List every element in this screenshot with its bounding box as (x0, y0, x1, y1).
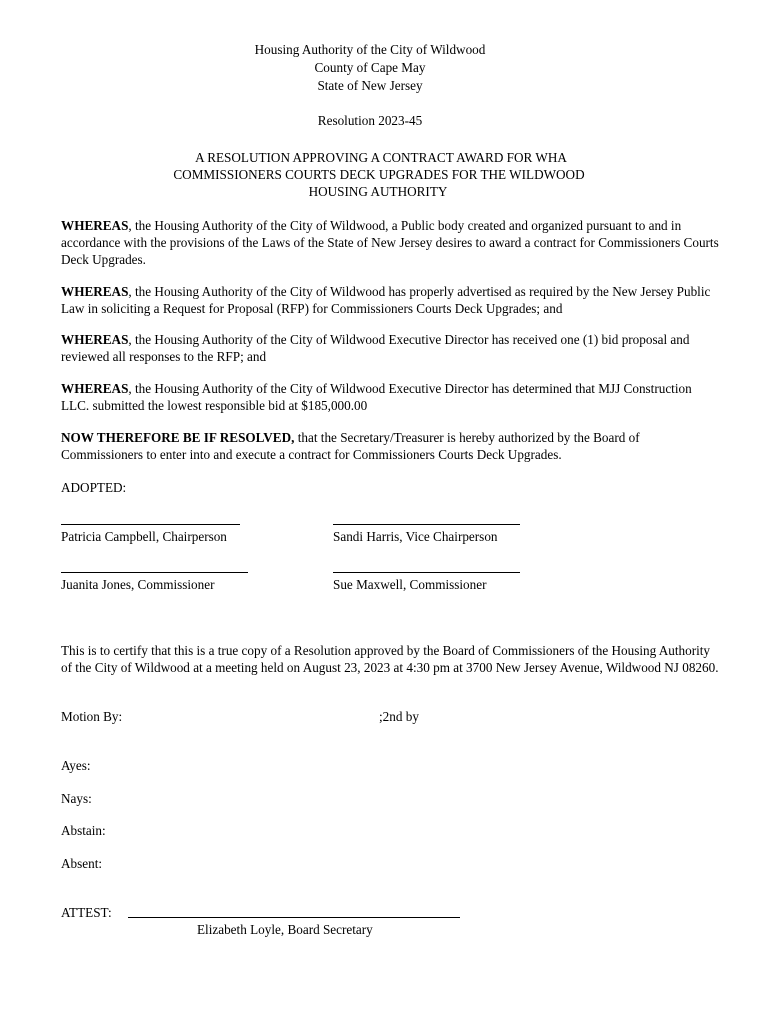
absent-label: Absent: (61, 856, 103, 871)
whereas-text: , the Housing Authority of the City of Wildwood has properly advertised as required by the New Jersey Public Law in soliciting a Request for Proposal (RFP) for Commissioners Courts Deck Upgrades; and (61, 284, 711, 316)
resolution-title-line-2: COMMISSIONERS COURTS DECK UPGRADES FOR THE WILDWOOD (173, 167, 585, 182)
whereas-lead: WHEREAS (61, 218, 129, 233)
board-secretary-name: Elizabeth Loyle, Board Secretary (197, 922, 373, 937)
attest-signature-line (128, 917, 460, 918)
ayes-label: Ayes: (61, 758, 91, 773)
resolution-title-line-3: HOUSING AUTHORITY (308, 184, 448, 199)
whereas-paragraph-2 (61, 283, 723, 317)
resolved-text: that the Secretary/Treasurer is hereby authorized by the Board of Commissioners to enter into and execute a contract for Commissioners Courts Deck Upgrades. (61, 430, 640, 462)
signature-line (61, 572, 248, 573)
certification-paragraph: This is to certify that this is a true copy of a Resolution approved by the Board of Commissioners of the Housing Authority of the City of Wildwood at a meeting held on August 23, 2023 at 4:30 pm at 3700 New Jersey Avenue, Wildwood NJ 08260. (61, 643, 719, 675)
abstain-label: Abstain: (61, 823, 106, 838)
authority-name: Housing Authority of the City of Wildwood (254, 42, 486, 57)
signature-line (333, 572, 520, 573)
state-name: State of New Jersey (317, 78, 423, 93)
whereas-lead: WHEREAS (61, 332, 129, 347)
resolved-lead: NOW THEREFORE BE IF RESOLVED, (61, 430, 295, 445)
nays-label: Nays: (61, 791, 92, 806)
county-name: County of Cape May (314, 60, 426, 75)
signer-vice-chairperson: Sandi Harris, Vice Chairperson (333, 529, 498, 544)
signature-line (333, 524, 520, 525)
attest-label: ATTEST: (61, 905, 112, 920)
whereas-text: , the Housing Authority of the City of Wildwood Executive Director has received one (1) bid proposal and reviewed all responses to the RFP; and (61, 332, 690, 364)
whereas-lead: WHEREAS (61, 284, 129, 299)
signer-chairperson: Patricia Campbell, Chairperson (61, 529, 227, 544)
whereas-paragraph-3 (61, 331, 723, 365)
whereas-paragraph-1 (61, 217, 723, 268)
adopted-label: ADOPTED: (61, 480, 127, 495)
second-by-label: ;2nd by (379, 709, 419, 724)
signature-line (61, 524, 240, 525)
signer-commissioner-jones: Juanita Jones, Commissioner (61, 577, 215, 592)
resolution-number: Resolution 2023-45 (317, 113, 423, 128)
whereas-text: , the Housing Authority of the City of Wildwood, a Public body created and organized pursuant to and in accordance with the provisions of the Laws of the State of New Jersey desires to award a contract for Commissioners Courts Deck Upgrades. (61, 218, 719, 267)
signer-commissioner-maxwell: Sue Maxwell, Commissioner (333, 577, 487, 592)
whereas-lead: WHEREAS (61, 381, 129, 396)
resolution-title-line-1: A RESOLUTION APPROVING A CONTRACT AWARD FOR WHA (195, 150, 567, 165)
whereas-text: , the Housing Authority of the City of Wildwood Executive Director has determined that MJJ Construction LLC. submitted the lowest responsible bid at $185,000.00 (61, 381, 692, 413)
motion-by-label: Motion By: (61, 709, 123, 724)
resolved-paragraph (61, 429, 723, 463)
whereas-paragraph-4 (61, 380, 723, 414)
